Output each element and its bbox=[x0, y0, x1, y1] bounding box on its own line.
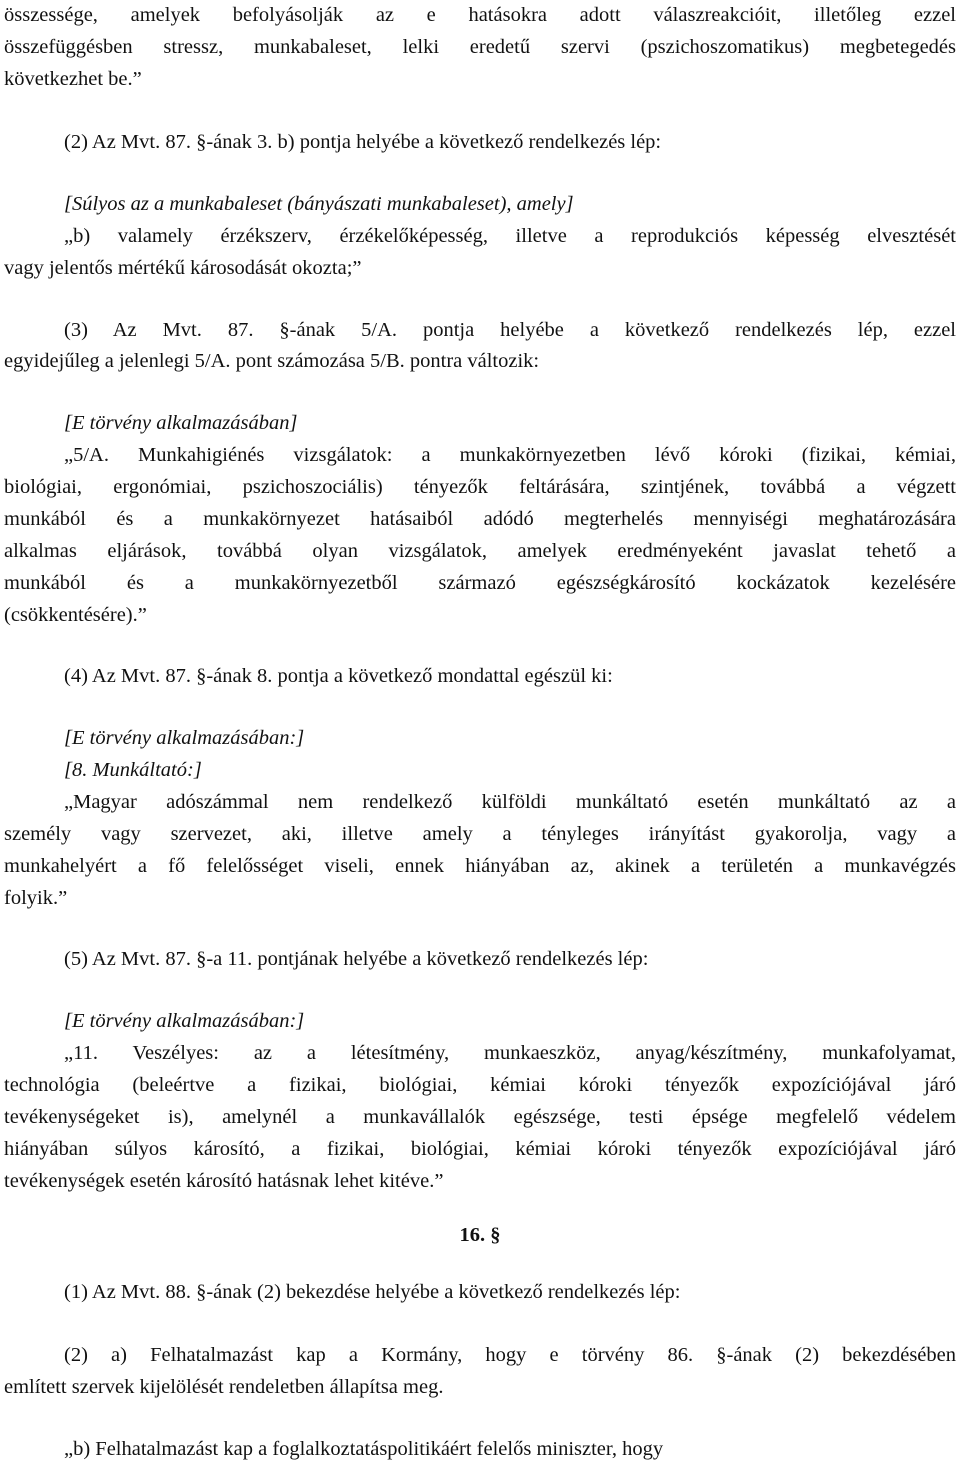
text-line: hiányában súlyos károsító, a fizikai, biológiai, kémiai kóroki tényezők expozíciójával járó bbox=[4, 1138, 956, 1160]
text-line: (2) a) Felhatalmazást kap a Kormány, hogy e törvény 86. §-ának (2) bekezdésében bbox=[64, 1344, 956, 1366]
text-line: összessége, amelyek befolyásolják az e hatásokra adott válaszreakcióit, illetőleg ezzel bbox=[4, 4, 956, 26]
bracket-context: [E törvény alkalmazásában] bbox=[64, 412, 298, 434]
text-line: „11. Veszélyes: az a létesítmény, munkaeszköz, anyag/készítmény, munkafolyamat, bbox=[64, 1042, 956, 1064]
text-line: említett szervek kijelölését rendeletben állapítsa meg. bbox=[4, 1376, 444, 1398]
text-line: folyik.” bbox=[4, 887, 68, 909]
bracket-context: [E törvény alkalmazásában:] bbox=[64, 1010, 305, 1032]
paragraph-heading: (1) Az Mvt. 88. §-ának (2) bekezdése helyébe a következő rendelkezés lép: bbox=[64, 1281, 681, 1303]
bracket-context: [E törvény alkalmazásában:] bbox=[64, 727, 305, 749]
text-line: összefüggésben stressz, munkabaleset, lelki eredetű szervi (pszichoszomatikus) megbetegedés bbox=[4, 36, 956, 58]
text-line: személy vagy szervezet, aki, illetve amely a tényleges irányítást gyakorolja, vagy a bbox=[4, 823, 956, 845]
paragraph-heading: (3) Az Mvt. 87. §-ának 5/A. pontja helyébe a következő rendelkezés lép, ezzel bbox=[64, 319, 956, 341]
text-line: „b) Felhatalmazást kap a foglalkoztatáspolitikáért felelős miniszter, hogy bbox=[64, 1438, 664, 1460]
text-line: munkából és a munkakörnyezet hatásaiból adódó megterhelés mennyiségi meghatározására bbox=[4, 508, 956, 530]
paragraph-heading: (4) Az Mvt. 87. §-ának 8. pontja a következő mondattal egészül ki: bbox=[64, 665, 613, 687]
text-line: technológia (beleértve a fizikai, biológiai, kémiai kóroki tényezők expozíciójával járó bbox=[4, 1074, 956, 1096]
text-line: alkalmas eljárások, továbbá olyan vizsgálatok, amelyek eredményeként javaslat tehető a bbox=[4, 540, 956, 562]
section-number: 16. § bbox=[459, 1224, 501, 1246]
text-line: egyidejűleg a jelenlegi 5/A. pont számozása 5/B. pontra változik: bbox=[4, 350, 540, 372]
text-line: munkából és a munkakörnyezetből származó egészségkárosító kockázatok kezelésére bbox=[4, 572, 956, 594]
text-line: „b) valamely érzékszerv, érzékelőképesség, illetve a reprodukciós képesség elvesztését bbox=[64, 225, 956, 247]
text-line: „Magyar adószámmal nem rendelkező külföldi munkáltató esetén munkáltató az a bbox=[64, 791, 956, 813]
bracket-context: [8. Munkáltató:] bbox=[64, 759, 202, 781]
paragraph-heading: (5) Az Mvt. 87. §-a 11. pontjának helyébe a következő rendelkezés lép: bbox=[64, 948, 649, 970]
text-line: munkahelyért a fő felelősséget viseli, ennek hiányában az, akinek a területén a munkavégzés bbox=[4, 855, 956, 877]
text-line: következhet be.” bbox=[4, 68, 142, 90]
text-line: biológiai, ergonómiai, pszichoszociális) tényezők feltárására, szintjének, továbbá a végzett bbox=[4, 476, 956, 498]
text-line: „5/A. Munkahigiénés vizsgálatok: a munkakörnyezetben lévő kóroki (fizikai, kémiai, bbox=[64, 444, 956, 466]
paragraph-heading: (2) Az Mvt. 87. §-ának 3. b) pontja helyébe a következő rendelkezés lép: bbox=[64, 131, 662, 153]
text-line: tevékenységeket is), amelynél a munkavállalók egészsége, testi épsége megfelelő védelem bbox=[4, 1106, 956, 1128]
bracket-context: [Súlyos az a munkabaleset (bányászati munkabaleset), amely] bbox=[64, 193, 574, 215]
text-line: tevékenységek esetén károsító hatásnak lehet kitéve.” bbox=[4, 1170, 444, 1192]
text-line: (csökkentésére).” bbox=[4, 604, 147, 626]
text-line: vagy jelentős mértékű károsodását okozta;” bbox=[4, 257, 362, 279]
